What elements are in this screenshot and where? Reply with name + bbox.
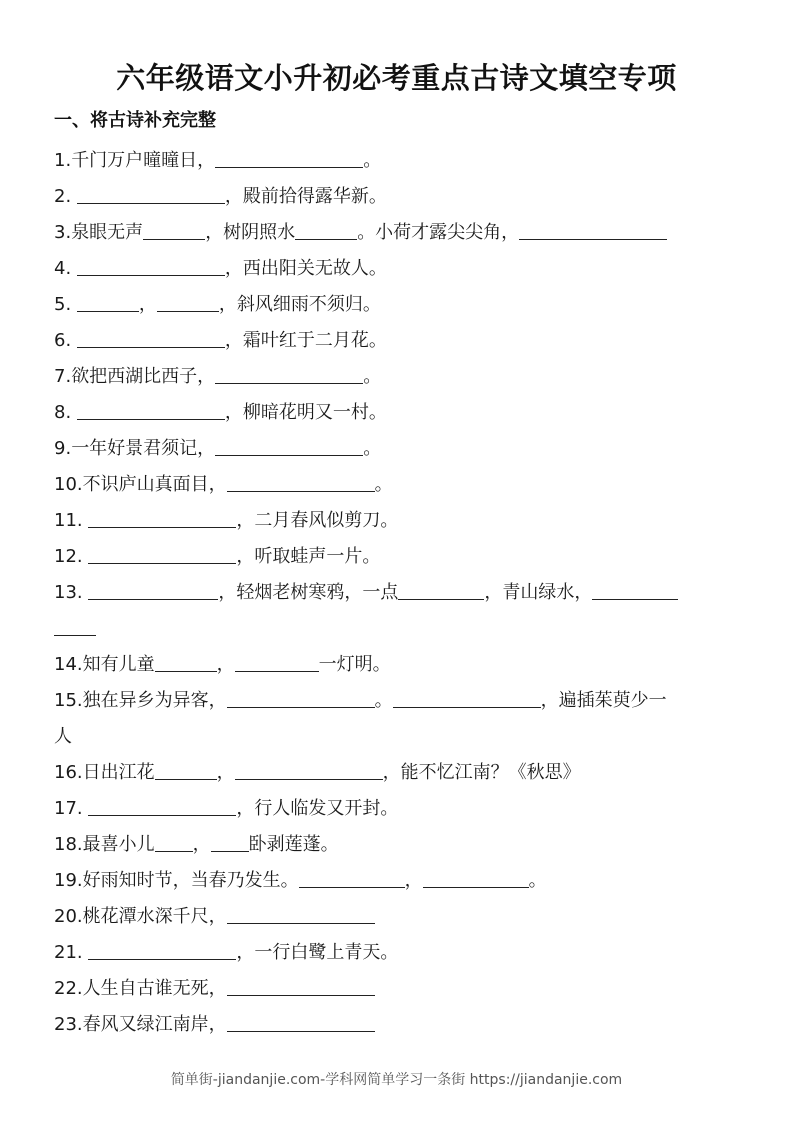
answer-blank[interactable] xyxy=(227,901,375,924)
question-text: 桃花潭水深千尺， xyxy=(82,906,227,927)
question-text: ，一行白鹭上青天。 xyxy=(236,942,399,963)
question-number: 20. xyxy=(54,906,83,927)
question-text: ， xyxy=(216,762,235,783)
answer-blank[interactable] xyxy=(215,145,363,168)
question-text: ，柳暗花明又一村。 xyxy=(224,402,387,423)
question-14 xyxy=(54,647,744,683)
answer-blank[interactable] xyxy=(235,649,319,672)
answer-blank[interactable] xyxy=(88,541,236,564)
question-9 xyxy=(54,431,744,467)
answer-blank[interactable] xyxy=(77,181,225,204)
question-number: 17. xyxy=(54,798,83,819)
question-list xyxy=(54,143,744,1043)
question-text: ，斜风细雨不须归。 xyxy=(218,294,381,315)
answer-blank[interactable] xyxy=(155,829,193,852)
question-text: 。 xyxy=(528,870,547,891)
answer-blank[interactable] xyxy=(393,685,541,708)
question-number: 10. xyxy=(54,474,83,495)
question-number: 13. xyxy=(54,582,83,603)
question-11 xyxy=(54,503,744,539)
question-number: 2. xyxy=(54,186,72,207)
question-number: 3. xyxy=(54,222,72,243)
answer-blank[interactable] xyxy=(235,757,383,780)
question-text: 春风又绿江南岸， xyxy=(82,1014,227,1035)
question-15 xyxy=(54,683,744,755)
answer-blank[interactable] xyxy=(88,793,236,816)
answer-blank[interactable] xyxy=(88,505,236,528)
answer-blank[interactable] xyxy=(77,253,225,276)
answer-blank[interactable] xyxy=(423,865,529,888)
answer-blank[interactable] xyxy=(77,325,225,348)
question-6 xyxy=(54,323,744,359)
question-4 xyxy=(54,251,744,287)
question-number: 21. xyxy=(54,942,83,963)
question-text: 。 xyxy=(363,150,382,171)
answer-blank[interactable] xyxy=(88,577,218,600)
question-text: ，行人临发又开封。 xyxy=(236,798,399,819)
question-number: 23. xyxy=(54,1014,83,1035)
question-20 xyxy=(54,899,744,935)
answer-blank[interactable] xyxy=(227,1009,375,1032)
answer-blank[interactable] xyxy=(227,973,375,996)
question-1 xyxy=(54,143,744,179)
question-7 xyxy=(54,359,744,395)
footer-watermark: 简单街-jiandanjie.com-学科网简单学习一条街 https://jiandanjie.com xyxy=(170,1072,623,1088)
answer-blank[interactable] xyxy=(88,937,236,960)
question-text: ，霜叶红于二月花。 xyxy=(224,330,387,351)
answer-blank[interactable] xyxy=(299,865,405,888)
question-text: 。 xyxy=(374,690,393,711)
question-text: ，青山绿水， xyxy=(484,582,593,603)
question-text: ，遍插茱萸少一 xyxy=(540,690,667,711)
answer-blank[interactable] xyxy=(398,577,484,600)
question-text: 泉眼无声 xyxy=(71,222,144,243)
question-text: 。 xyxy=(363,366,382,387)
answer-blank[interactable] xyxy=(77,397,225,420)
question-text: ， xyxy=(192,834,211,855)
answer-blank[interactable] xyxy=(227,685,375,708)
question-5 xyxy=(54,287,744,323)
question-text: ，二月春风似剪刀。 xyxy=(236,510,399,531)
question-number: 6. xyxy=(54,330,72,351)
question-number: 7. xyxy=(54,366,72,387)
question-text: 一年好景君须记， xyxy=(71,438,216,459)
answer-blank[interactable] xyxy=(211,829,249,852)
question-text: 千门万户曈曈日， xyxy=(71,150,216,171)
question-number: 4. xyxy=(54,258,72,279)
question-text: ， xyxy=(216,654,235,675)
question-number: 19. xyxy=(54,870,83,891)
question-number: 15. xyxy=(54,690,83,711)
question-text: 知有儿童 xyxy=(82,654,155,675)
question-22 xyxy=(54,971,744,1007)
answer-blank[interactable] xyxy=(227,469,375,492)
question-text: 独在异乡为异客， xyxy=(82,690,227,711)
question-number: 12. xyxy=(54,546,83,567)
question-text: 好雨知时节，当春乃发生。 xyxy=(82,870,299,891)
question-text: 人 xyxy=(54,726,72,747)
answer-blank[interactable] xyxy=(519,217,667,240)
question-number: 14. xyxy=(54,654,83,675)
question-12 xyxy=(54,539,744,575)
question-text: 不识庐山真面目， xyxy=(82,474,227,495)
question-number: 16. xyxy=(54,762,83,783)
question-17 xyxy=(54,791,744,827)
question-text: ，听取蛙声一片。 xyxy=(236,546,381,567)
answer-blank[interactable] xyxy=(155,757,217,780)
question-text: 。小荷才露尖尖角， xyxy=(357,222,520,243)
question-number: 18. xyxy=(54,834,83,855)
question-18 xyxy=(54,827,744,863)
question-number: 1. xyxy=(54,150,72,171)
question-text: ， xyxy=(138,294,157,315)
question-13 xyxy=(54,575,744,647)
question-number: 9. xyxy=(54,438,72,459)
answer-blank[interactable] xyxy=(155,649,217,672)
question-text: ，西出阳关无故人。 xyxy=(224,258,387,279)
answer-blank[interactable] xyxy=(143,217,205,240)
question-21 xyxy=(54,935,744,971)
question-number: 22. xyxy=(54,978,83,999)
question-2 xyxy=(54,179,744,215)
answer-blank-continued[interactable] xyxy=(54,613,96,636)
question-19 xyxy=(54,863,744,899)
question-16 xyxy=(54,755,744,791)
question-number: 11. xyxy=(54,510,83,531)
question-text: 。 xyxy=(374,474,393,495)
question-text: ， xyxy=(404,870,423,891)
question-text: ，轻烟老树寒鸦，一点 xyxy=(218,582,399,603)
answer-blank[interactable] xyxy=(215,433,363,456)
question-text: 日出江花 xyxy=(82,762,155,783)
question-text: 卧剥莲蓬。 xyxy=(248,834,339,855)
question-text: ，殿前拾得露华新。 xyxy=(224,186,387,207)
question-10 xyxy=(54,467,744,503)
question-text: 欲把西湖比西子， xyxy=(71,366,216,387)
question-text: 人生自古谁无死， xyxy=(82,978,227,999)
question-text: ，能不忆江南？《秋思》 xyxy=(382,762,581,783)
answer-blank[interactable] xyxy=(157,289,219,312)
question-text: ，树阴照水 xyxy=(205,222,296,243)
question-text: 一灯明。 xyxy=(318,654,391,675)
question-23 xyxy=(54,1007,744,1043)
answer-blank[interactable] xyxy=(295,217,357,240)
answer-blank[interactable] xyxy=(592,577,678,600)
question-3 xyxy=(54,215,744,251)
question-number: 5. xyxy=(54,294,72,315)
question-8 xyxy=(54,395,744,431)
answer-blank[interactable] xyxy=(215,361,363,384)
page-title: 六年级语文小升初必考重点古诗文填空专项 xyxy=(116,61,677,95)
answer-blank[interactable] xyxy=(77,289,139,312)
question-number: 8. xyxy=(54,402,72,423)
question-text: 最喜小儿 xyxy=(82,834,155,855)
question-text: 。 xyxy=(363,438,382,459)
section-heading: 一、将古诗补充完整 xyxy=(54,110,216,131)
